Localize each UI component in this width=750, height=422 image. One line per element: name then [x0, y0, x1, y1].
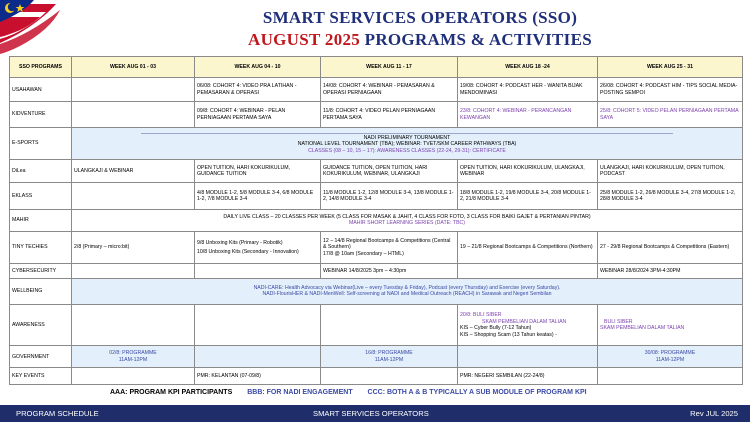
week-header-5: WEEK AUG 25 - 31 [598, 57, 743, 78]
table-row-usahawan [10, 78, 743, 102]
cell-wellbeing-all [72, 278, 743, 305]
cell-kidventure-w4: 23/8: COHORT 4: WEBINAR - PERANCANGAN KEWANGAN [458, 102, 598, 127]
cell-kidventure-w5: 25/8: COHORT 5: VIDEO PELAN PERNIAGAAN PERTAMA SAYA [598, 102, 743, 127]
cell-usahawan-w1 [72, 78, 195, 102]
awareness-w4-line-2: SKAM PEMBELIAN DALAM TALIAN [482, 318, 567, 325]
cell-awareness-w5 [598, 305, 743, 346]
awareness-w4-line-3: KIS – Cyber Bully (7-12 Tahun) [460, 325, 532, 332]
row-label-awareness: AWARENESS [10, 305, 72, 346]
government-w3-line-1: 16/8: PROGRAMME [365, 350, 413, 357]
cell-keyevents-w5 [598, 368, 743, 385]
row-label-wellbeing: WELLBEING [10, 278, 72, 305]
legend-ccc: CCC: BOTH A & B TYPICALLY A SUB MODULE OF PROGRAM KPI [367, 389, 587, 396]
cell-techies-w1: 2/8 (Primary – micro:bit) [72, 232, 195, 264]
cell-techies-w5: 27 - 29/8 Regional Bootcamps & Competitions (Eastern) [598, 232, 743, 264]
row-label-government: GOVERNMENT [10, 346, 72, 368]
cell-techies-w2 [195, 232, 321, 264]
table-row-key-events [10, 368, 743, 385]
footer-right: Rev JUL 2025 [690, 409, 738, 418]
cell-dilea-w3: GUIDANCE TUITION, OPEN TUITION, HARI KOKURIKULUM, WEBINAR, ULANGKAJI [321, 160, 458, 183]
cell-keyevents-w3 [321, 368, 458, 385]
row-label-usahawan: USAHAWAN [10, 78, 72, 102]
cell-government-w5 [598, 346, 743, 368]
cell-techies-w4: 19 – 21/8 Regional Bootcamps & Competitions (Northern) [458, 232, 598, 264]
subtitle-text: PROGRAMS & ACTIVITIES [360, 30, 592, 49]
mahir-line-2: MAHIR SHORT LEARNING SERIES (DATE: TBC) [348, 220, 466, 227]
cell-dilea-w2: OPEN TUITION, HARI KOKURIKULUM, GUIDANCE TUITION [195, 160, 321, 183]
cell-keyevents-w1 [72, 368, 195, 385]
cell-cyber-w1 [72, 264, 195, 278]
legend-bbb: BBB: FOR NADI ENGAGEMENT [247, 389, 353, 396]
cell-usahawan-w2: 06/08: COHORT 4: VIDEO PRA LATIHAN - PEMASARAN & OPERASI [195, 78, 321, 102]
page-title: SMART SERVICES OPERATORS (SSO) [262, 8, 578, 27]
table-row-cybersecurity [10, 264, 743, 278]
row-label-tiny-techies: TINY TECHIES [10, 232, 72, 264]
government-w5-line-1: 30/08: PROGRAMME [644, 350, 696, 357]
row-label-esports: E-SPORTS [10, 127, 72, 159]
cell-keyevents-w4: PMR: NEGERI SEMBILAN (22-24/8) [458, 368, 598, 385]
cell-eklass-w2: 4/8 MODULE 1-2, 5/8 MODULE 3-4, 6/8 MODULE 1-2, 7/8 MODULE 3-4 [195, 183, 321, 210]
cell-cyber-w3: WEBINAR 14/8/2025 3pm – 4:30pm [321, 264, 458, 278]
cell-awareness-w2 [195, 305, 321, 346]
legend [110, 389, 600, 396]
cell-government-w2 [195, 346, 321, 368]
cell-mahir-all [72, 209, 743, 231]
table-row-wellbeing [10, 278, 743, 305]
cell-awareness-w3 [321, 305, 458, 346]
cell-eklass-w5: 25/8 MODULE 1-2, 26/8 MODULE 3-4, 27/8 MODULE 1-2, 28/8 MODULE 3-4 [598, 183, 743, 210]
cell-dilea-w1: ULANGKAJI & WEBINAR [72, 160, 195, 183]
legend-aaa: AAA: PROGRAM KPI PARTICIPANTS [110, 389, 233, 396]
techies-w3-line-2: 17/8 @ 10am (Secondary – HTML) [323, 250, 404, 257]
cell-dilea-w5: ULANGKAJI, HARI KOKURIKULUM, OPEN TUITION, PODCAST [598, 160, 743, 183]
cell-usahawan-w5: 26/08: COHORT 4: PODCAST HIM - TIPS SOCIAL MEDIA-POSTING SEMPOI [598, 78, 743, 102]
awareness-w5-line-2: SKAM PEMBELIAN DALAM TALIAN [600, 325, 685, 332]
esports-line-2: NATIONAL LEVEL TOURNAMENT (TBA); WEBINAR: TVET/SKM CAREER PATHWAYS (TBA) [297, 141, 517, 148]
row-label-eklass: EKLASS [10, 183, 72, 210]
row-label-key-events: KEY EVENTS [10, 368, 72, 385]
esports-divider [141, 133, 674, 134]
malaysia-flag-icon [0, 0, 92, 56]
cell-government-w4 [458, 346, 598, 368]
techies-w2-line-1: 9/8 Unboxing Kits (Primary - Robotik) [197, 240, 283, 247]
awareness-w4-line-1: 20/8: BULI SIBER [460, 312, 502, 319]
week-header-3: WEEK AUG 11 - 17 [321, 57, 458, 78]
table-row-dilea [10, 160, 743, 183]
table-row-awareness [10, 305, 743, 346]
awareness-w5-line-1: BULI SIBER [604, 318, 633, 325]
table-row-government [10, 346, 743, 368]
cell-awareness-w4 [458, 305, 598, 346]
government-w3-line-2: 11AM-12PM [374, 356, 404, 363]
week-header-2: WEEK AUG 04 - 10 [195, 57, 321, 78]
wellbeing-line-1: NADI-CARE: Health Advocacy via Webinar(Live – every Tuesday & Friday), Podcast (every Thursday) and Exercise (every Saturday). [253, 284, 561, 291]
row-label-cybersecurity: CYBERSECURITY [10, 264, 72, 278]
page-subtitle [100, 30, 740, 50]
cell-kidventure-w3: 11/8: COHORT 4: VIDEO PELAN PERNIAGAAN PERTAMA SAYA [321, 102, 458, 127]
cell-government-w3 [321, 346, 458, 368]
cell-cyber-w2 [195, 264, 321, 278]
week-header-4: WEEK AUG 18 -24 [458, 57, 598, 78]
corner-header: SSO PROGRAMS [10, 57, 72, 78]
wellbeing-line-2: NADI-FlourisHER & NADI-MenWell: Self-screening at NADI and Medical Outreach (REACH) in Sarawak and Negeri Sembilan [262, 291, 552, 298]
esports-line-1: NADI PRELIMINARY TOURNAMENT [363, 134, 451, 141]
table-row-eklass [10, 183, 743, 210]
subtitle-month: AUGUST 2025 [248, 30, 361, 49]
cell-government-w1 [72, 346, 195, 368]
awareness-w4-line-4: KIS – Shopping Scam (13 Tahun keatas) - [460, 331, 557, 338]
cell-usahawan-w3: 14/08: COHORT 4: WEBINAR - PEMASARAN & OPERASI PERNIAGAAN [321, 78, 458, 102]
program-schedule-table [9, 56, 743, 385]
table-row-esports [10, 127, 743, 159]
cell-techies-w3 [321, 232, 458, 264]
government-w1-line-2: 11AM-12PM [118, 356, 148, 363]
table-row-tiny-techies [10, 232, 743, 264]
cell-awareness-w1 [72, 305, 195, 346]
techies-w3-line-1: 12 – 14/8 Regional Bootcamps & Competitions (Central & Southern) [323, 238, 451, 251]
cell-cyber-w5: WEBINAR 28/8/2024 3PM-4:30PM [598, 264, 743, 278]
cell-kidventure-w2: 09/8: COHORT 4: WEBINAR - PELAN PERNIAGAAN PERTAMA SAYA [195, 102, 321, 127]
cell-cyber-w4 [458, 264, 598, 278]
row-label-mahir: MAHIR [10, 209, 72, 231]
row-label-kidventure: KIDVENTURE [10, 102, 72, 127]
cell-kidventure-w1 [72, 102, 195, 127]
table-row-kidventure [10, 102, 743, 127]
government-w1-line-1: 02/8: PROGRAMME [109, 350, 157, 357]
footer-left: PROGRAM SCHEDULE [16, 409, 99, 418]
table-row-mahir [10, 209, 743, 231]
cell-eklass-w3: 11/8 MODULE 1-2, 12/8 MODULE 3-4, 13/8 MODULE 1-2, 14/8 MODULE 3-4 [321, 183, 458, 210]
cell-eklass-w1 [72, 183, 195, 210]
week-header-1: WEEK AUG 01 - 03 [72, 57, 195, 78]
cell-eklass-w4: 18/8 MODULE 1-2, 19/8 MODULE 3-4, 20/8 MODULE 1-2, 21/8 MODULE 3-4 [458, 183, 598, 210]
table-header-row [10, 57, 743, 78]
cell-esports-all [72, 127, 743, 159]
government-w5-line-2: 11AM-12PM [655, 356, 685, 363]
mahir-line-1: DAILY LIVE CLASS – 20 CLASSES PER WEEK (5 CLASS FOR MASAK & JAHIT, 4 CLASS FOR FOTO, 3 CLASS FOR BAIKI GAJET & PERTANIAN PINTAR) [223, 214, 591, 221]
techies-w2-line-2: 10/8 Unboxing Kits (Secondary - Innovation) [197, 248, 299, 255]
cell-usahawan-w4: 19/08: COHORT 4: PODCAST HER - WANITA BIJAK MENDOMINASI [458, 78, 598, 102]
cell-keyevents-w2: PMR: KELANTAN (07-09/8) [195, 368, 321, 385]
cell-dilea-w4: OPEN TUITION, HARI KOKURIKULUM, ULANGKAJI, WEBINAR [458, 160, 598, 183]
row-label-dilea: DiLea [10, 160, 72, 183]
footer-center: SMART SERVICES OPERATORS [313, 409, 429, 418]
footer-bar [0, 405, 750, 422]
esports-line-3: CLASSES (08 – 10, 15 – 17): AWARENESS CLASSES (22-24, 29-31): CERTIFICATE [308, 147, 506, 154]
